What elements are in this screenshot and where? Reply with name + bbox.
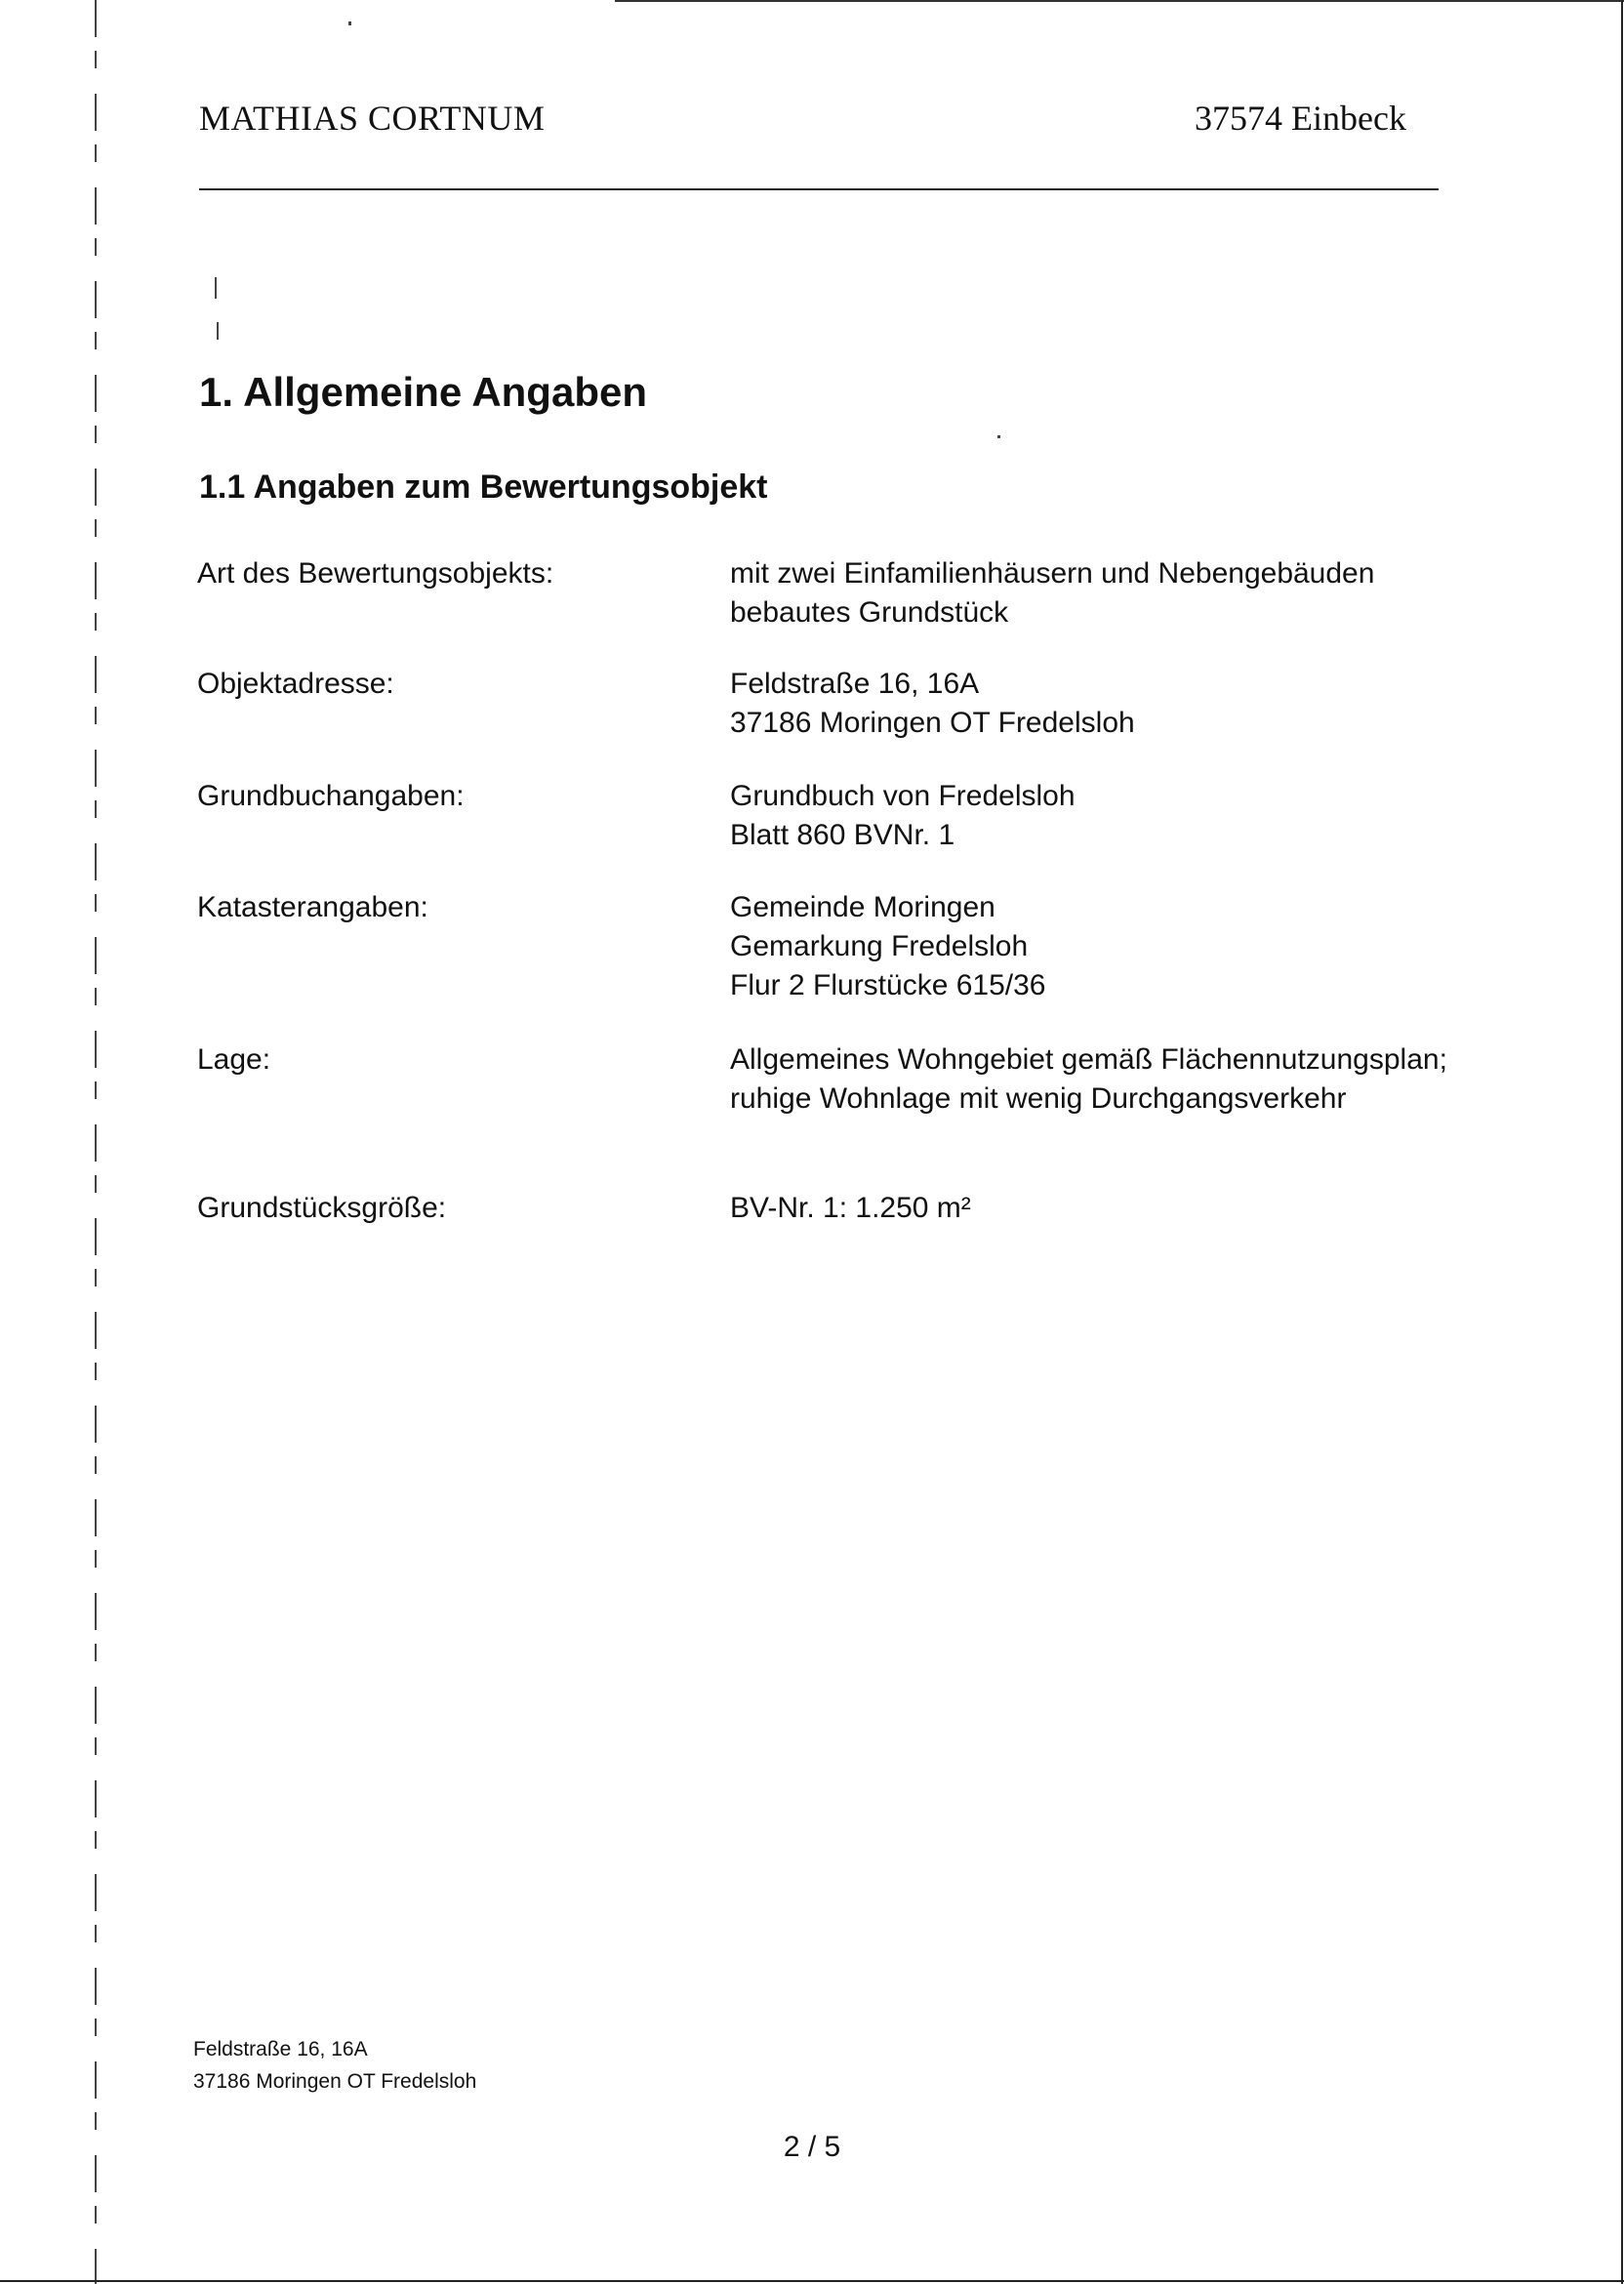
section-title: 1. Allgemeine Angaben <box>199 369 647 415</box>
field-value-line: 37186 Moringen OT Fredelsloh <box>730 707 1135 739</box>
footer-address-line: Feldstraße 16, 16A <box>193 2038 368 2060</box>
field-value-line: Allgemeines Wohngebiet gemäß Flächennutzungsplan; <box>730 1043 1447 1076</box>
field-label: Objektadresse: <box>197 668 394 700</box>
scan-speck <box>215 277 217 299</box>
field-value-line: Blatt 860 BVNr. 1 <box>730 819 955 851</box>
scan-speck <box>348 21 351 25</box>
field-value-line: bebautes Grundstück <box>730 596 1009 629</box>
footer-address-line: 37186 Moringen OT Fredelsloh <box>193 2070 477 2093</box>
scan-edge-top <box>615 0 1624 2</box>
field-value-line: Gemeinde Moringen <box>730 891 995 923</box>
page-number: 2 / 5 <box>783 2131 841 2163</box>
field-value <box>730 665 1135 743</box>
field-value <box>730 1040 1447 1119</box>
scan-edge-bottom <box>0 2280 1624 2282</box>
footer-address <box>193 2033 476 2098</box>
field-label: Grundstücksgröße: <box>197 1192 447 1224</box>
field-value <box>730 888 1045 1005</box>
field-label: Lage: <box>197 1043 271 1076</box>
field-value <box>730 1189 971 1228</box>
field-label: Grundbuchangaben: <box>197 780 465 812</box>
field-label: Katasterangaben: <box>197 891 428 923</box>
header-city: 37574 Einbeck <box>1195 99 1406 138</box>
section-subtitle: 1.1 Angaben zum Bewertungsobjekt <box>199 469 768 506</box>
scan-edge-right <box>1621 0 1623 2284</box>
field-value-line: BV-Nr. 1: 1.250 m² <box>730 1192 971 1224</box>
field-value-line: Feldstraße 16, 16A <box>730 668 980 700</box>
field-value-line: mit zwei Einfamilienhäusern und Nebengebäuden <box>730 557 1375 590</box>
field-value <box>730 554 1374 632</box>
header-rule <box>199 188 1439 190</box>
field-value-line: Flur 2 Flurstücke 615/36 <box>730 969 1046 1001</box>
field-value-line: Grundbuch von Fredelsloh <box>730 780 1076 812</box>
scan-edge-left <box>95 0 97 2284</box>
scan-speck <box>217 322 219 340</box>
field-value-line: Gemarkung Fredelsloh <box>730 930 1029 962</box>
field-label: Art des Bewertungsobjekts: <box>197 557 554 590</box>
header-author: MATHIAS CORTNUM <box>199 99 546 138</box>
field-value-line: ruhige Wohnlage mit wenig Durchgangsverkehr <box>730 1082 1347 1115</box>
field-value <box>730 777 1076 855</box>
scan-speck <box>997 435 1000 438</box>
